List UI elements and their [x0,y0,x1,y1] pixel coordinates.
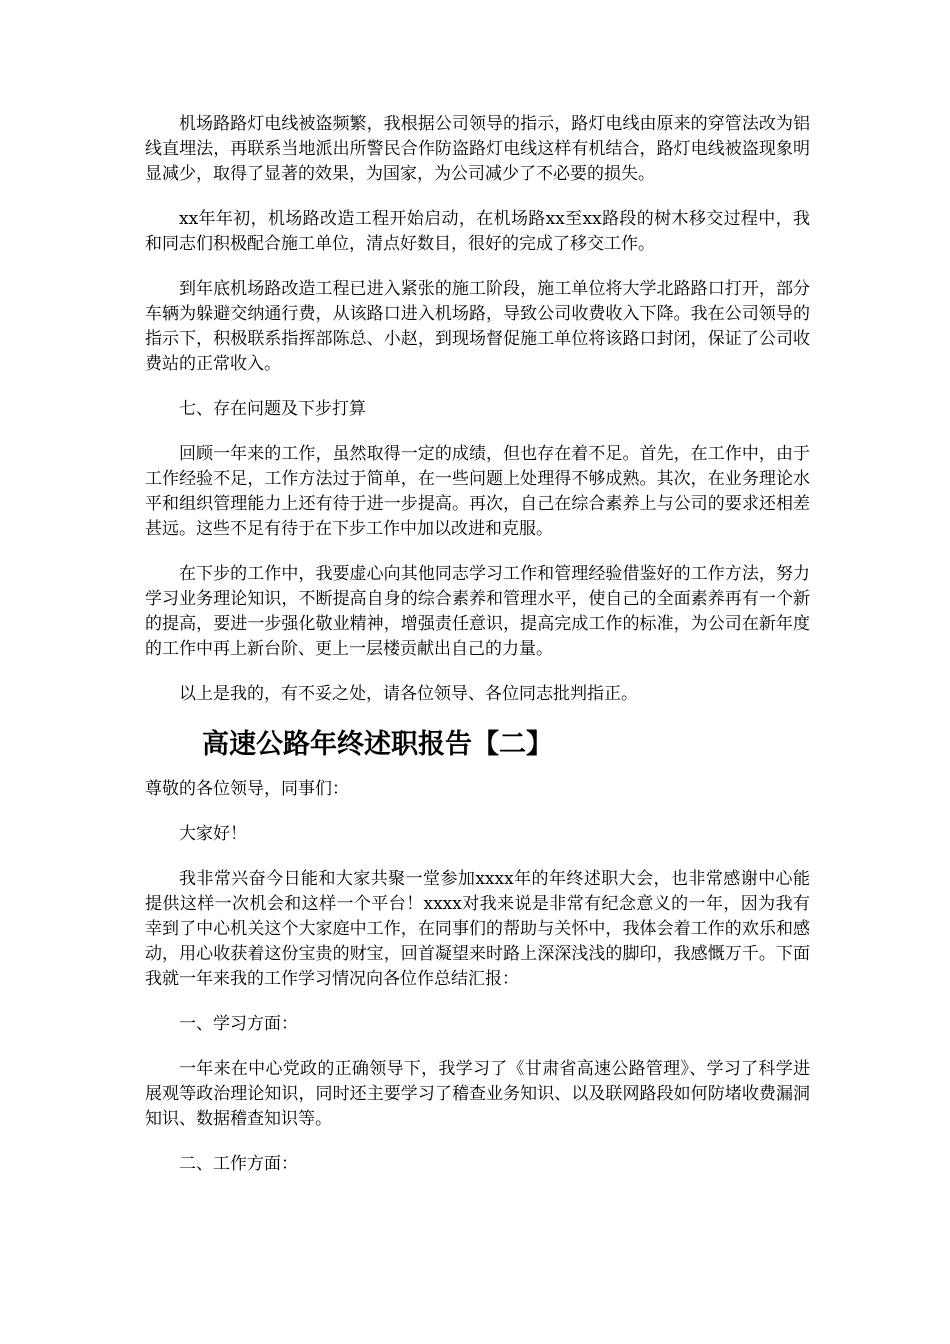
salutation: 尊敬的各位领导，同事们： [145,779,349,799]
section-heading: 二、工作方面： [179,1154,298,1174]
paragraph: 回顾一年来的工作，虽然取得一定的成绩，但也存在着不足。首先，在工作中，由于工作经验不足，工作方法过于简单，在一些问题上处理得不够成熟。其次，在业务理论水平和组织管理能力上还有待于进一步提高。再次，自己在综合素养上与公司的要求还相差甚远。这些不足有待于在下步工作中加以改进和克服。 [145,444,810,539]
document-page [145,112,810,1197]
paragraph: 到年底机场路改造工程已进入紧张的施工阶段，施工单位将大学北路路口打开，部分车辆为躲避交纳通行费，从该路口进入机场路，导致公司收费收入下降。我在公司领导的指示下，积极联系指挥部陈总、小赵，到现场督促施工单位将该路口封闭，保证了公司收费站的正常收入。 [145,279,810,374]
paragraph: 在下步的工作中，我要虚心向其他同志学习工作和管理经验借鉴好的工作方法，努力学习业务理论知识，不断提高自身的综合素养和管理水平，使自己的全面素养再有一个新的提高，要进一步强化敬业精神，增强责任意识，提高完成工作的标准，为公司在新年度的工作中再上新台阶、更上一层楼贡献出自己的力量。 [145,564,810,659]
greeting: 大家好！ [179,824,247,844]
paragraph: xx年年初，机场路改造工程开始启动，在机场路xx至xx路段的树木移交过程中，我和同志们积极配合施工单位，清点好数目，很好的完成了移交工作。 [145,209,810,254]
paragraph: 我非常兴奋今日能和大家共聚一堂参加xxxx年的年终述职大会，也非常感谢中心能提供这样一次机会和这样一个平台！xxxx对我来说是非常有纪念意义的一年，因为我有幸到了中心机关这个大家庭中工作，在同事们的帮助与关怀中，我体会着工作的欢乐和感动，用心收获着这份宝贵的财宝，回首凝望来时路上深深浅浅的脚印，我感慨万千。下面我就一年来我的工作学习情况向各位作总结汇报： [145,869,810,989]
paragraph: 以上是我的，有不妥之处，请各位领导、各位同志批判指正。 [179,684,638,704]
section-heading: 一、学习方面： [179,1014,298,1034]
section-heading: 七、存在问题及下步打算 [179,399,366,419]
paragraph: 机场路路灯电线被盗频繁，我根据公司领导的指示，路灯电线由原来的穿管法改为铝线直埋法，再联系当地派出所警民合作防盗路灯电线这样有机结合，路灯电线被盗现象明显减少，取得了显著的效果，为国家，为公司减少了不必要的损失。 [145,114,810,184]
report-title: 高速公路年终述职报告【二】 [202,729,553,760]
paragraph: 一年来在中心党政的正确领导下，我学习了《甘肃省高速公路管理》、学习了科学进展观等政治理论知识，同时还主要学习了稽查业务知识、以及联网路段如何防堵收费漏洞知识、数据稽查知识等。 [145,1059,810,1129]
